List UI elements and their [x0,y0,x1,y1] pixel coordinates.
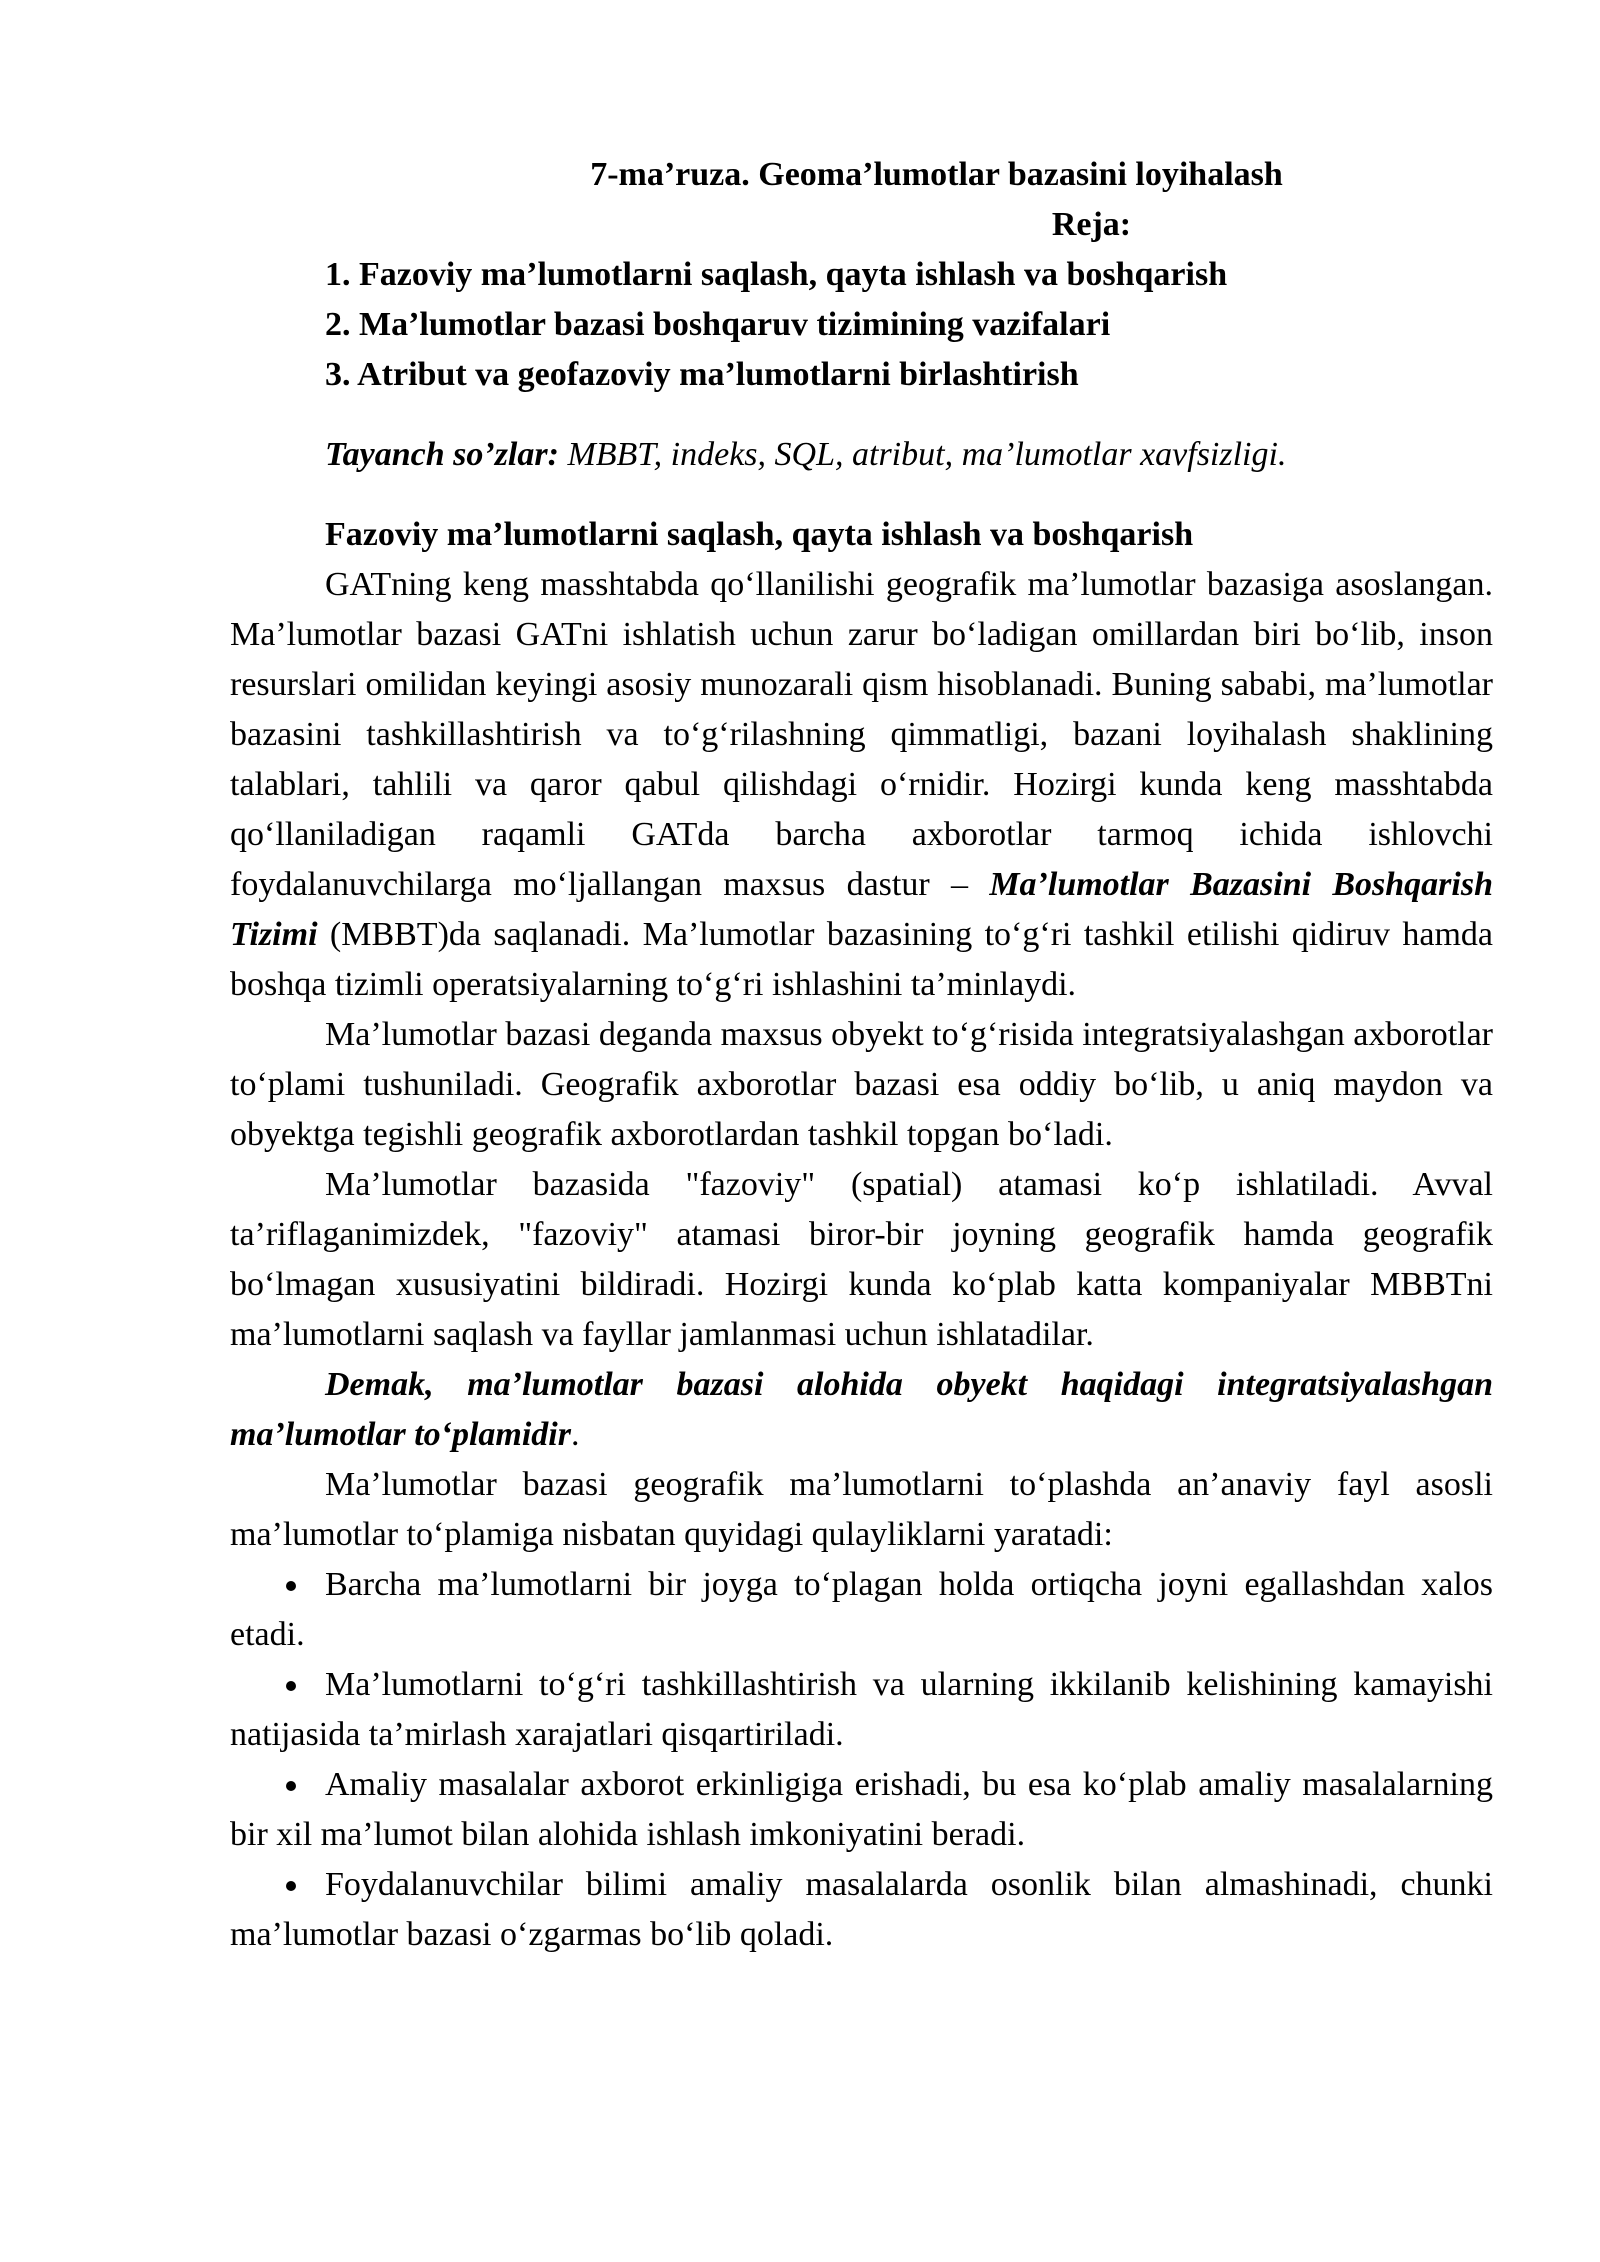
keywords-line [230,430,1493,480]
lecture-title: 7-ma’ruza. Geoma’lumotlar bazasini loyihalash [590,156,1283,193]
paragraph-4 [230,1360,1493,1460]
section-heading: Fazoviy ma’lumotlarni saqlash, qayta ishlash va boshqarish [325,516,1194,553]
plan-item: 3. Atribut va geofazoviy ma’lumotlarni birlashtirish [325,356,1079,393]
bullet-text: Foydalanuvchilar bilimi amaliy masalalarda osonlik bilan almashinadi, chunki ma’lumotlar bazasi o‘zgarmas bo‘lib qoladi. [230,1866,1493,1953]
spacer [230,400,1493,430]
bullet-text: Ma’lumotlarni to‘g‘ri tashkillashtirish va ularning ikkilanib kelishining kamayishi natijasida ta’mirlash xarajatlari qisqartiriladi. [230,1666,1493,1753]
bullet-icon [286,1681,296,1691]
spacer [230,480,1493,510]
bullet-icon [286,1781,296,1791]
plan-item: 2. Ma’lumotlar bazasi boshqaruv tizimining vazifalari [325,306,1111,343]
paragraph-emphasis: Ma’lumotlar Bazasini Boshqarish Tizimi [230,866,1493,953]
paragraph-text: (MBBT)da saqlanadi. Ma’lumotlar bazasining to‘g‘ri tashkil etilishi qidiruv hamda boshqa tizimli operatsiyalarning to‘g‘ri ishlashini ta’minlaydi. [230,916,1493,1003]
bullet-item [230,1760,1493,1860]
bullet-icon [286,1881,296,1891]
plan-item: 1. Fazoviy ma’lumotlarni saqlash, qayta ishlash va boshqarish [325,256,1228,293]
paragraph-3: Ma’lumotlar bazasida "fazoviy" (spatial) atamasi ko‘p ishlatiladi. Avval ta’riflaganimizdek, "fazoviy" atamasi biror-bir joyning geografik hamda geografik bo‘lmagan xususiyatini bildiradi. Hozirgi kunda ko‘plab katta kompaniyalar MBBTni ma’lumotlarni saqlash va fayllar jamlanmasi uchun ishlatadilar. [230,1166,1493,1353]
bullet-icon [286,1581,296,1591]
bullet-item [230,1860,1493,1960]
keywords-text: MBBT, indeks, SQL, atribut, ma’lumotlar xavfsizligi. [558,436,1287,473]
paragraph-1 [230,560,1493,1010]
plan-heading: Reja: [1051,206,1132,243]
document-body [230,150,1493,1960]
paragraph-2: Ma’lumotlar bazasi deganda maxsus obyekt to‘g‘risida integratsiyalashgan axborotlar to‘plami tushuniladi. Geografik axborotlar bazasi esa oddiy bo‘lib, u aniq maydon va obyektga tegishli geografik axborotlardan tashkil topgan bo‘ladi. [230,1016,1493,1153]
paragraph-5: Ma’lumotlar bazasi geografik ma’lumotlarni to‘plashda an’anaviy fayl asosli ma’lumotlar to‘plamiga nisbatan quyidagi qulayliklarni yaratadi: [230,1466,1493,1553]
bullet-item [230,1660,1493,1760]
paragraph-text: GATning keng masshtabda qo‘llanilishi geografik ma’lumotlar bazasiga asoslangan. Ma’lumotlar bazasi GATni ishlatish uchun zarur bo‘ladigan omillardan biri bo‘lib, inson resurslari omilidan keyingi asosiy munozarali qism hisoblanadi. Buning sababi, ma’lumotlar bazasini tashkillashtirish va to‘g‘rilashning qimmatligi, bazani loyihalash shaklining talablari, tahlili va qaror qabul qilishdagi o‘rnidir. Hozirgi kunda keng masshtabda qo‘llaniladigan raqamli GATda barcha axborotlar tarmoq ichida ishlovchi foydalanuvchilarga mo‘ljallangan maxsus dastur – [230,566,1493,903]
paragraph-text: . [570,1416,580,1453]
bullet-text: Amaliy masalalar axborot erkinligiga erishadi, bu esa ko‘plab amaliy masalalarning bir xil ma’lumot bilan alohida ishlash imkoniyatini beradi. [230,1766,1493,1853]
bullet-item [230,1560,1493,1660]
keywords-label: Tayanch so’zlar: [325,436,559,473]
bullet-text: Barcha ma’lumotlarni bir joyga to‘plagan holda ortiqcha joyni egallashdan xalos etadi. [230,1566,1493,1653]
paragraph-emphasis: Demak, ma’lumotlar bazasi alohida obyekt haqidagi integratsiyalashgan ma’lumotlar to‘plamidir [230,1366,1493,1453]
